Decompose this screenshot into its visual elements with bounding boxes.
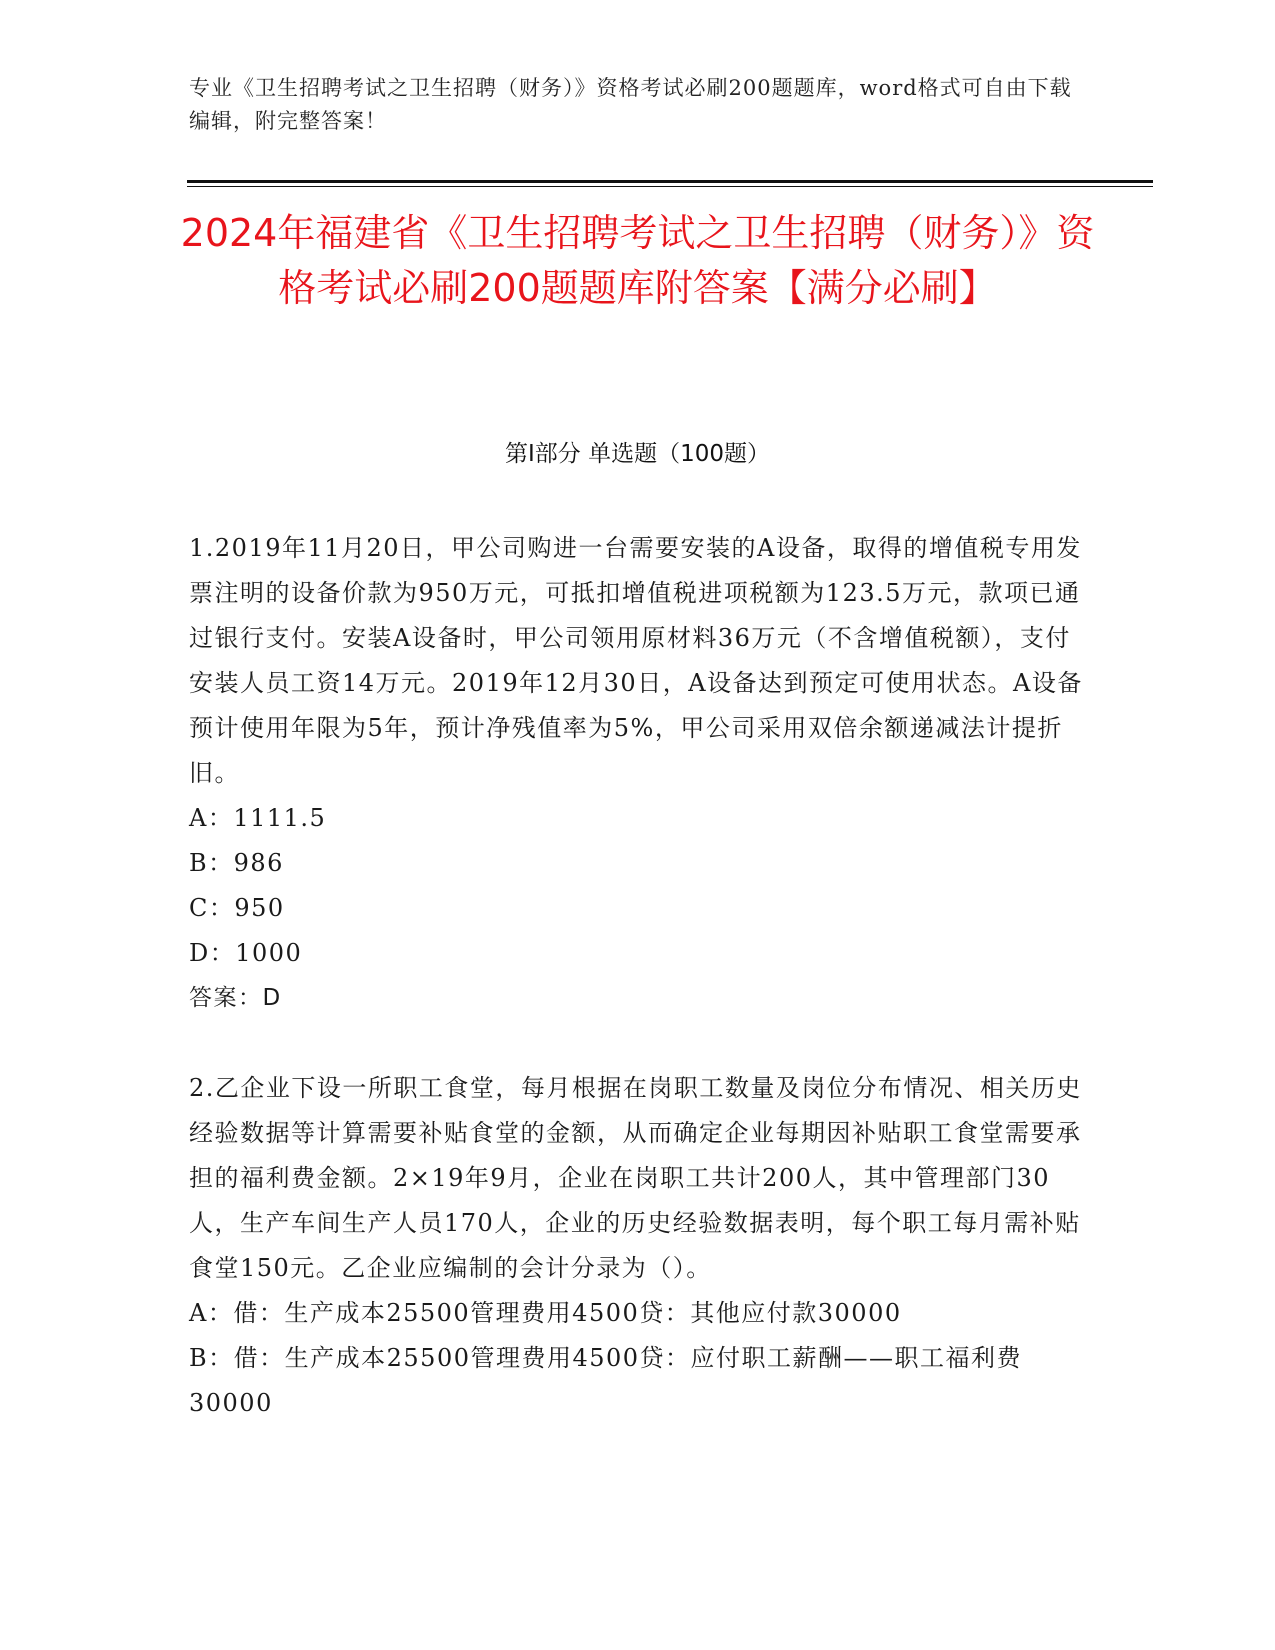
option-d: D：1000	[189, 939, 303, 967]
section-title: 第Ⅰ部分 单选题（100题）	[505, 441, 770, 467]
question-2	[189, 1066, 1089, 1426]
header-text: 专业《卫生招聘考试之卫生招聘（财务）》资格考试必刷200题题库，word格式可自由下载编辑，附完整答案！	[189, 76, 1072, 133]
header-rule-thick	[187, 180, 1153, 183]
option-a: A：借：生产成本25500管理费用4500贷：其他应付款30000	[189, 1299, 902, 1327]
page-header	[189, 72, 1089, 138]
option-b: B：986	[189, 849, 284, 877]
question-stem: 1.2019年11月20日，甲公司购进一台需要安装的A设备，取得的增值税专用发票注明的设备价款为950万元，可抵扣增值税进项税额为123.5万元，款项已通过银行支付。安装A设备时，甲公司领用原材料36万元（不含增值税额），支付安装人员工资14万元。2019年12月30日，A设备达到预定可使用状态。A设备预计使用年限为5年，预计净残值率为5%，甲公司采用双倍余额递减法计提折旧。	[189, 534, 1083, 787]
answer: 答案：D	[189, 985, 282, 1011]
header-rule-thin	[187, 186, 1153, 187]
question-1	[189, 526, 1089, 1021]
question-stem: 2.乙企业下设一所职工食堂，每月根据在岗职工数量及岗位分布情况、相关历史经验数据等计算需要补贴食堂的金额，从而确定企业每期因补贴职工食堂需要承担的福利费金额。2×19年9月，企业在岗职工共计200人，其中管理部门30人，生产车间生产人员170人，企业的历史经验数据表明，每个职工每月需补贴食堂150元。乙企业应编制的会计分录为（）。	[189, 1074, 1082, 1282]
option-a: A：1111.5	[189, 804, 327, 832]
option-b: B：借：生产成本25500管理费用4500贷：应付职工薪酬——职工福利费30000	[189, 1344, 1023, 1417]
option-c: C：950	[189, 894, 285, 922]
document-title: 2024年福建省《卫生招聘考试之卫生招聘（财务）》资格考试必刷200题题库附答案【满分必刷】	[180, 211, 1095, 310]
